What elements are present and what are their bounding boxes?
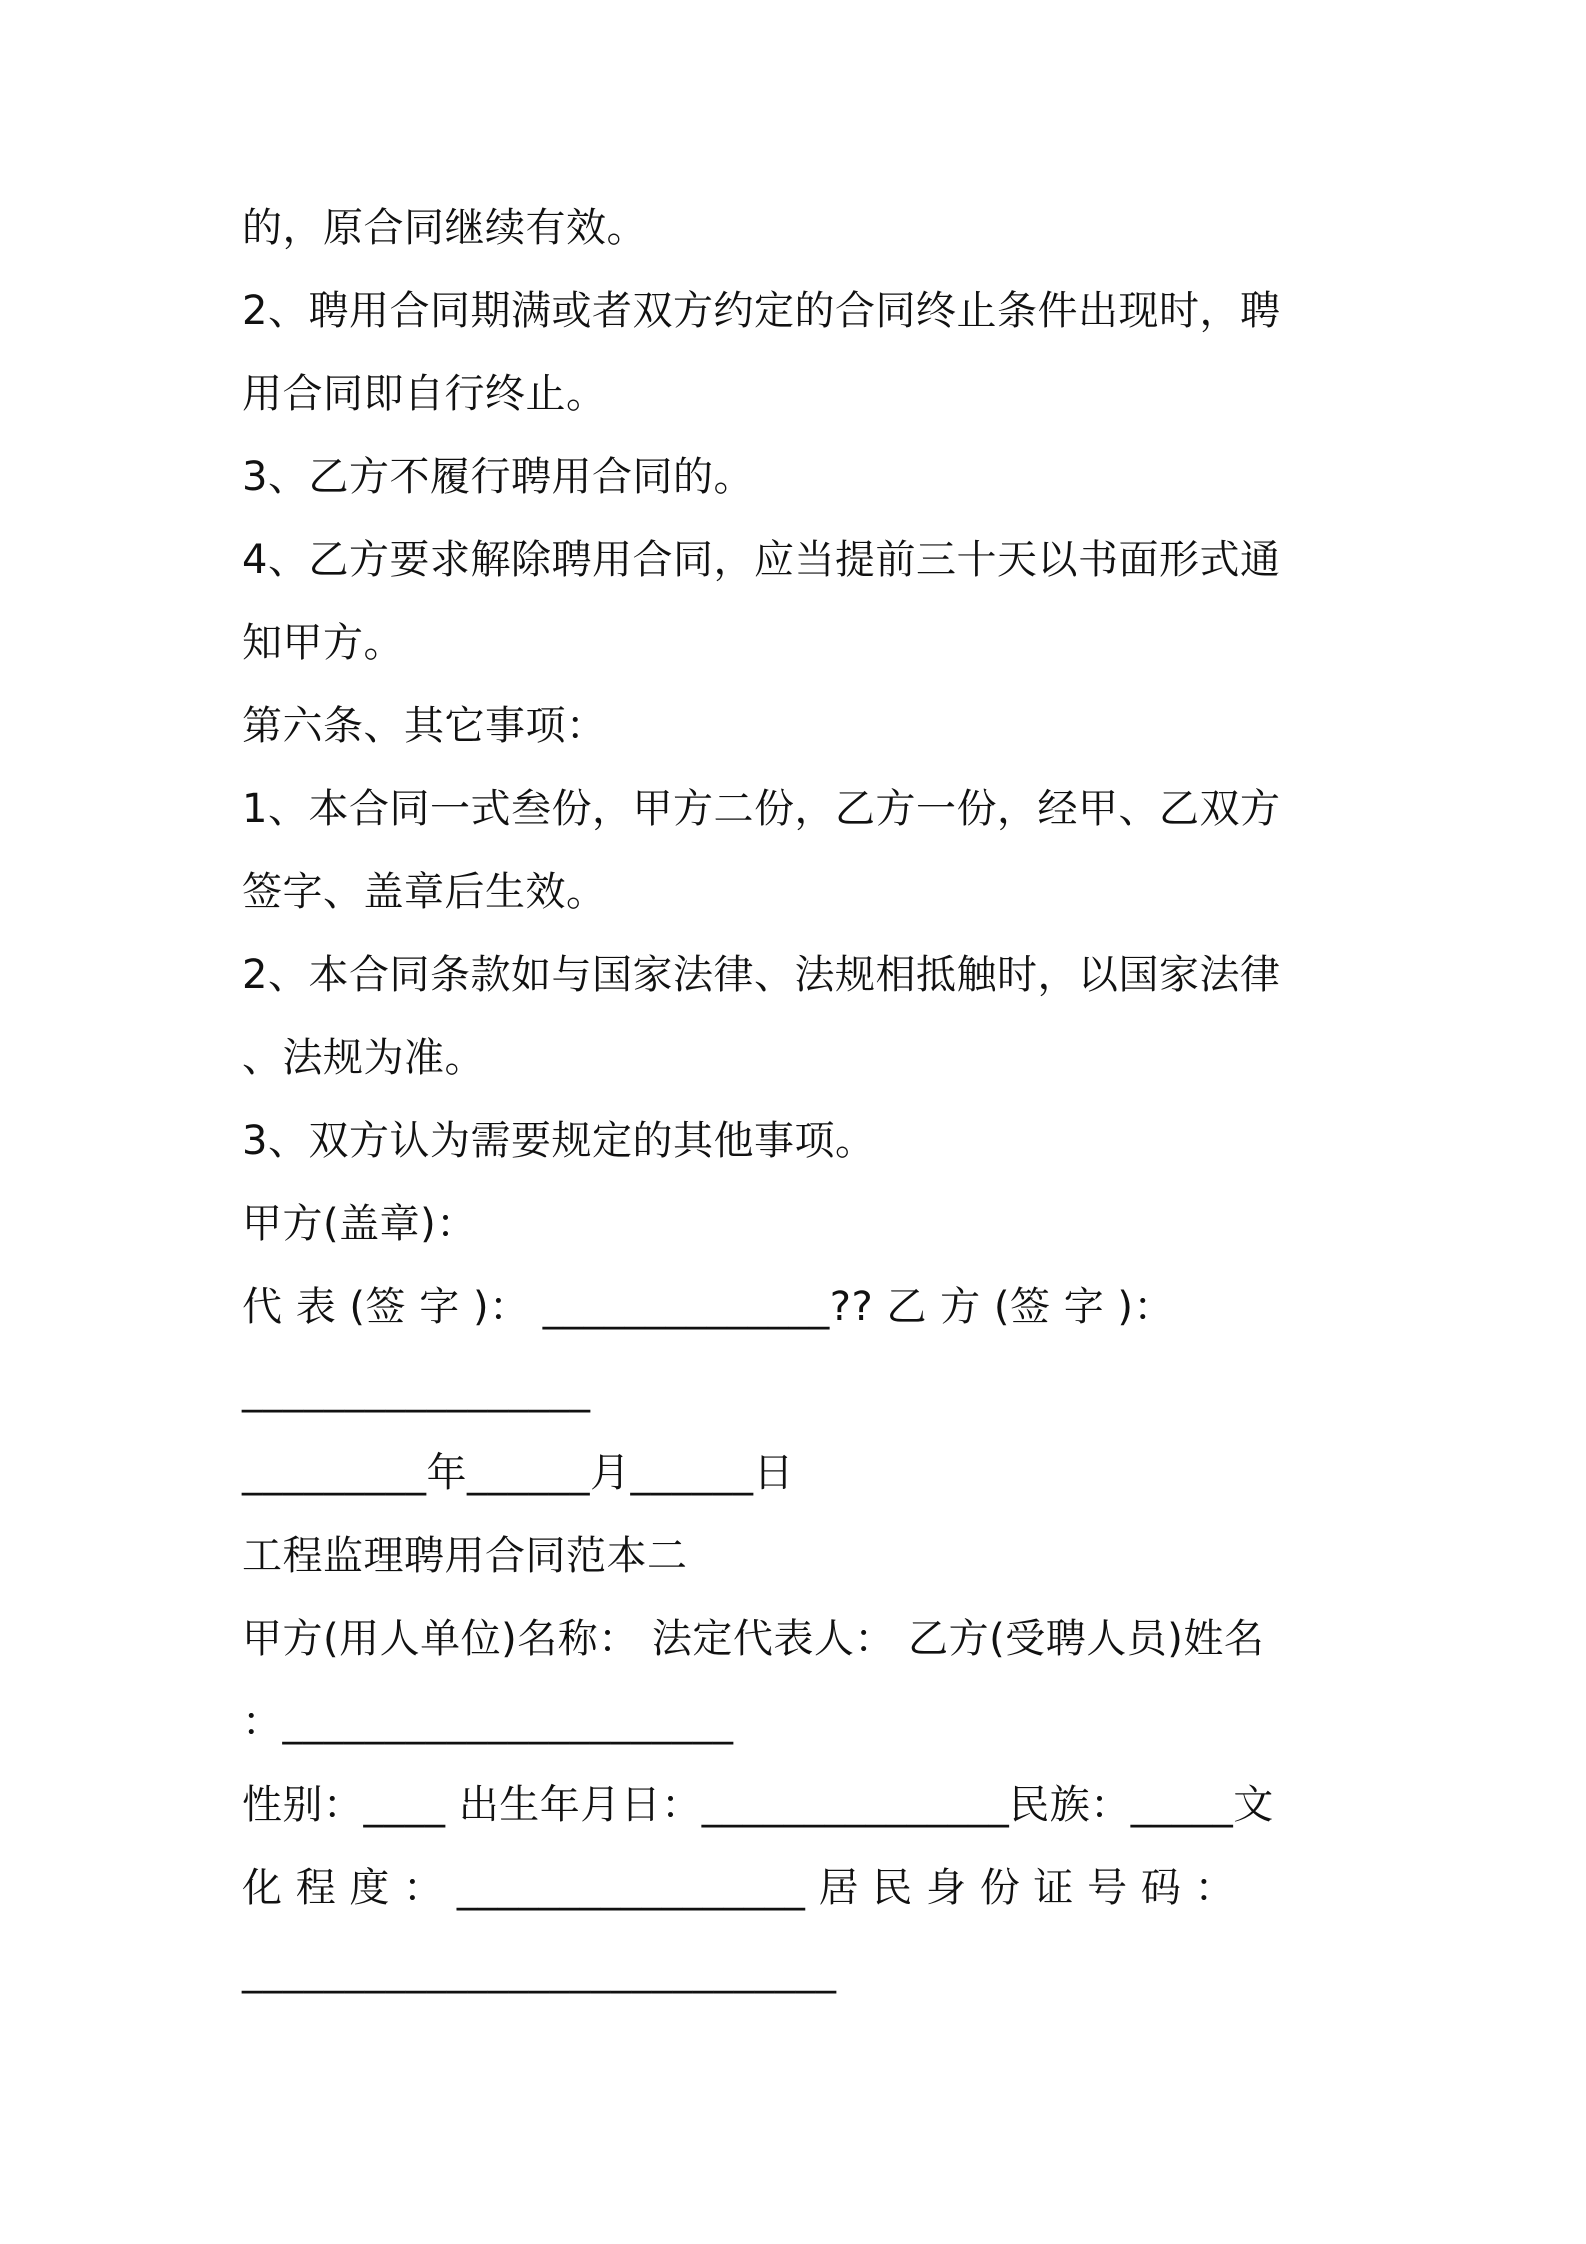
paragraph-line: 4、乙方要求解除聘用合同，应当提前三十天以书面形式通 — [242, 537, 1281, 583]
paragraph-line: 2、聘用合同期满或者双方约定的合同终止条件出现时，聘 — [242, 288, 1281, 334]
section-heading: 第六条、其它事项： — [242, 703, 607, 749]
paragraph-line: 知甲方。 — [242, 620, 404, 666]
paragraph-line: 、法规为准。 — [242, 1035, 485, 1081]
paragraph-line: 签字、盖章后生效。 — [242, 869, 607, 915]
blank-line: _________________ — [242, 1367, 591, 1413]
paragraph-line: 用合同即自行终止。 — [242, 371, 607, 417]
paragraph-line: 3、双方认为需要规定的其他事项。 — [242, 1118, 876, 1164]
paragraph-line: 1、本合同一式叁份，甲方二份，乙方一份，经甲、乙双方 — [242, 786, 1281, 832]
paragraph-line: 2、本合同条款如与国家法律、法规相抵触时，以国家法律 — [242, 952, 1281, 998]
blank-line: _____________________________ — [242, 1948, 837, 1994]
signature-label: 甲方(盖章)： — [242, 1201, 477, 1247]
paragraph-line: 甲方(用人单位)名称： 法定代表人： 乙方(受聘人员)姓名 — [242, 1616, 1265, 1662]
paragraph-line: ：______________________ — [242, 1699, 734, 1745]
paragraph-line: 3、乙方不履行聘用合同的。 — [242, 454, 754, 500]
signature-line: 代 表 (签 字 )： ______________?? 乙 方 (签 字 )： — [242, 1284, 1175, 1330]
paragraph-line: 性别：____ 出生年月日：_______________民族：_____文 — [242, 1782, 1274, 1828]
date-line: _________年______月______日 — [242, 1450, 794, 1496]
template-title: 工程监理聘用合同范本二 — [242, 1533, 688, 1579]
paragraph-line: 的，原合同继续有效。 — [242, 205, 647, 251]
paragraph-line: 化 程 度 ： _________________ 居 民 身 份 证 号 码 ： — [242, 1865, 1236, 1911]
